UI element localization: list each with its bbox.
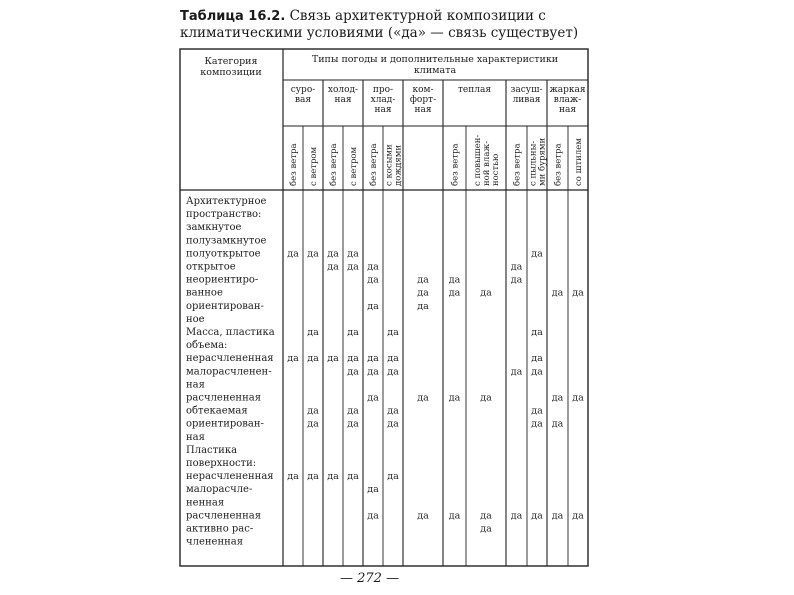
yes-mark: да xyxy=(367,261,379,273)
yes-mark: да xyxy=(347,261,359,273)
yes-mark: да xyxy=(480,523,492,535)
yes-mark: да xyxy=(531,327,543,338)
row-label: обтекаемая xyxy=(186,405,248,417)
row-label: малорасчленен- xyxy=(186,366,272,378)
yes-mark: да xyxy=(531,510,543,522)
subcolumn-label: с косыми xyxy=(384,144,395,186)
yes-mark: да xyxy=(417,510,429,522)
yes-mark: да xyxy=(417,300,429,312)
yes-mark: да xyxy=(327,471,339,483)
subcolumn-label: ностью xyxy=(491,153,501,186)
yes-mark: да xyxy=(417,274,429,286)
yes-mark: да xyxy=(287,353,299,365)
subcolumn-label: без ветра xyxy=(329,143,339,186)
weather-type-label: ливая xyxy=(512,95,541,105)
yes-mark: да xyxy=(510,274,523,286)
weather-type-label: ная xyxy=(374,105,392,115)
yes-mark: да xyxy=(531,366,543,378)
yes-mark: да xyxy=(417,287,429,299)
yes-mark: да xyxy=(572,392,584,404)
row-label: объема: xyxy=(186,340,228,352)
weather-type-label: жаркая xyxy=(549,85,586,95)
yes-mark: да xyxy=(327,353,339,365)
weather-type-label: холод- xyxy=(327,85,359,95)
yes-mark: да xyxy=(367,353,379,365)
yes-mark: да xyxy=(347,248,359,260)
yes-mark: да xyxy=(387,471,399,483)
weather-type-label: ная xyxy=(414,105,432,115)
row-label: поверхности: xyxy=(186,458,257,469)
yes-mark: да xyxy=(367,274,379,286)
yes-mark: да xyxy=(572,510,584,522)
yes-mark: да xyxy=(347,366,359,378)
row-label: полузамкнутое xyxy=(186,235,267,247)
row-label: члененная xyxy=(186,536,244,548)
yes-mark: да xyxy=(287,471,299,483)
row-label: открытое xyxy=(186,261,236,273)
subcolumn-label: без ветра xyxy=(450,143,461,186)
weather-type-label: форт- xyxy=(409,95,437,105)
yes-mark: да xyxy=(448,510,461,522)
yes-mark: да xyxy=(448,287,461,299)
yes-mark: да xyxy=(572,287,584,299)
yes-mark: да xyxy=(480,510,492,522)
subcolumn-label: ми бурями xyxy=(537,137,548,186)
row-label: расчлененная xyxy=(186,510,262,522)
weather-type-label: про- xyxy=(372,85,394,95)
yes-mark: да xyxy=(307,418,319,430)
table-caption: Связь архитектурной композиции с климатическими условиями («да» — связь существует) xyxy=(180,8,579,41)
yes-mark: да xyxy=(387,366,399,378)
row-label: ная xyxy=(186,379,205,391)
row-label: Пластика xyxy=(186,444,238,456)
yes-mark: да xyxy=(327,261,339,273)
weather-type-label: влаж- xyxy=(553,95,582,105)
yes-mark: да xyxy=(480,287,492,299)
subcolumn-label: с повышен- xyxy=(473,134,483,186)
yes-mark: да xyxy=(551,392,564,404)
weather-type-label: вая xyxy=(294,95,312,105)
weather-title: климата xyxy=(413,65,457,76)
category-header: композиции xyxy=(200,67,262,78)
yes-mark: да xyxy=(387,418,399,430)
yes-mark: да xyxy=(531,353,543,365)
row-label: ванное xyxy=(186,287,223,299)
yes-mark: да xyxy=(307,471,319,483)
category-header: Категория xyxy=(204,56,258,67)
yes-mark: да xyxy=(347,353,359,365)
weather-type-label: ная xyxy=(558,105,577,115)
yes-mark: да xyxy=(531,418,543,430)
row-label: Масса, пластика xyxy=(186,327,275,338)
weather-title: Типы погоды и дополнительные характеристики xyxy=(311,54,559,65)
yes-mark: да xyxy=(367,484,379,496)
yes-mark: да xyxy=(448,274,461,286)
row-label: ориентирован- xyxy=(186,300,264,312)
yes-mark: да xyxy=(531,248,543,260)
yes-mark: да xyxy=(387,353,399,365)
yes-mark: да xyxy=(327,248,339,260)
yes-mark: да xyxy=(480,392,492,404)
subcolumn-label: без ветра xyxy=(369,143,379,186)
row-label: Архитектурное xyxy=(186,196,267,207)
yes-mark: да xyxy=(367,510,379,522)
yes-mark: да xyxy=(307,353,319,365)
row-label: неориентиро- xyxy=(186,274,259,286)
row-label: ненная xyxy=(186,497,225,509)
yes-mark: да xyxy=(367,300,379,312)
yes-mark: да xyxy=(307,248,319,260)
row-label: малорасчле- xyxy=(186,484,253,496)
yes-mark: да xyxy=(287,248,299,260)
subcolumn-label: без ветра xyxy=(289,143,299,186)
row-label: замкнутое xyxy=(186,222,242,234)
subcolumn-label: с пыльны- xyxy=(528,140,539,186)
yes-mark: да xyxy=(347,418,359,430)
weather-type-label: ком- xyxy=(412,85,434,95)
row-label: полуоткрытое xyxy=(186,248,261,260)
yes-mark: да xyxy=(551,287,564,299)
row-label: ное xyxy=(186,313,205,325)
weather-type-label: засуш- xyxy=(510,85,543,95)
weather-type-label: суро- xyxy=(290,85,316,95)
yes-mark: да xyxy=(531,405,543,417)
yes-mark: да xyxy=(307,327,319,338)
row-label: расчлененная xyxy=(186,392,262,404)
yes-mark: да xyxy=(367,392,379,404)
subcolumn-label: дождями xyxy=(393,144,404,186)
subcolumn-label: без ветра xyxy=(512,143,523,186)
table-label: Таблица 16.2. xyxy=(180,9,286,24)
yes-mark: да xyxy=(347,327,359,338)
yes-mark: да xyxy=(347,405,359,417)
row-label: нерасчлененная xyxy=(186,471,274,483)
yes-mark: да xyxy=(448,392,461,404)
yes-mark: да xyxy=(510,261,523,273)
page-number: — 272 — xyxy=(340,571,400,586)
row-label: нерасчлененная xyxy=(186,353,274,365)
yes-mark: да xyxy=(387,327,399,338)
weather-type-label: теплая xyxy=(457,85,492,95)
yes-mark: да xyxy=(347,471,359,483)
subcolumn-label: с ветром xyxy=(349,146,359,186)
weather-type-label: хлад- xyxy=(370,95,396,105)
weather-type-label: ная xyxy=(334,95,352,105)
yes-mark: да xyxy=(551,418,564,430)
yes-mark: да xyxy=(417,392,429,404)
subcolumn-label: ной влаж- xyxy=(482,140,492,186)
yes-mark: да xyxy=(510,366,523,378)
yes-mark: да xyxy=(510,510,523,522)
subcolumn-label: со штилем xyxy=(574,138,584,186)
row-label: активно рас- xyxy=(186,523,254,535)
row-label: пространство: xyxy=(186,209,262,221)
yes-mark: да xyxy=(387,405,399,417)
subcolumn-label: без ветра xyxy=(553,143,564,186)
yes-mark: да xyxy=(551,510,564,522)
yes-mark: да xyxy=(367,366,379,378)
subcolumn-label: с ветром xyxy=(309,146,319,186)
row-label: ориентирован- xyxy=(186,418,264,430)
row-label: ная xyxy=(186,431,205,443)
yes-mark: да xyxy=(307,405,319,417)
